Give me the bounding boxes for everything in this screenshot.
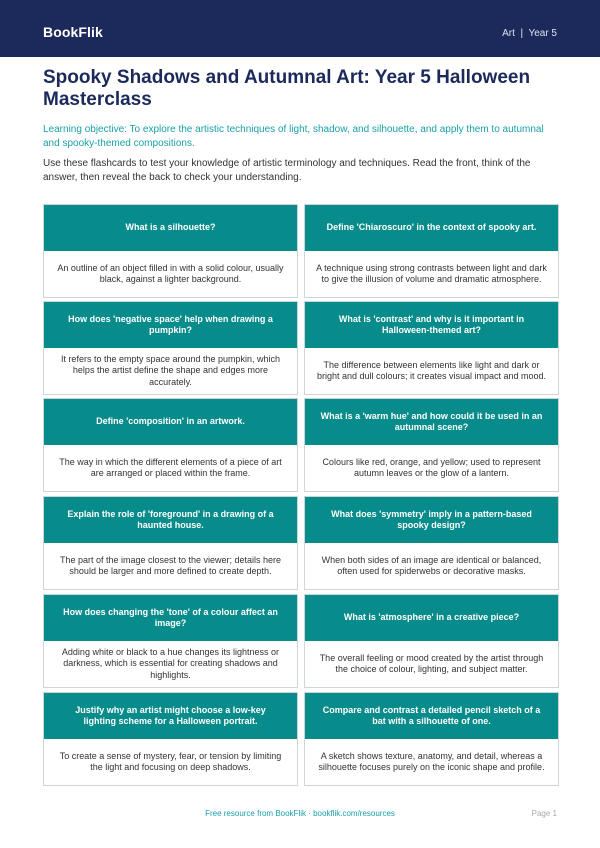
flashcard[interactable]	[43, 204, 298, 298]
flashcard[interactable]	[304, 594, 559, 688]
flashcard-back: Adding white or black to a hue changes its lightness or darkness, which is essential for creating shadows and highlights.	[61, 646, 280, 680]
flashcard-front: What is a 'warm hue' and how could it be used in an autumnal scene?	[305, 399, 558, 445]
flashcard-back: A sketch shows texture, anatomy, and detail, whereas a silhouette focuses purely on the iconic shape and profile.	[318, 750, 545, 772]
flashcard[interactable]	[43, 692, 298, 786]
flashcard-front: Define 'composition' in an artwork.	[44, 399, 297, 445]
footer-source[interactable]: Free resource from BookFlik · bookflik.com/resources	[205, 809, 395, 818]
flashcard[interactable]	[43, 594, 298, 688]
flashcard-front: What is 'atmosphere' in a creative piece?	[305, 595, 558, 641]
flashcard-back: The difference between elements like light and dark or bright and dull colours; it creates visual impact and mood.	[316, 359, 547, 381]
flashcard[interactable]	[304, 496, 559, 590]
flashcard-front: What is 'contrast' and why is it important in Halloween-themed art?	[305, 302, 558, 348]
flashcard-back: Colours like red, orange, and yellow; used to represent autumn leaves or the glow of a lantern.	[322, 456, 541, 478]
flashcard-front: Compare and contrast a detailed pencil sketch of a bat with a silhouette of one.	[305, 693, 558, 739]
flashcard-back: The way in which the different elements of a piece of art are arranged or placed within the frame.	[59, 456, 282, 478]
flashcard-back: To create a sense of mystery, fear, or tension by limiting the light and focusing on deep shadows.	[59, 750, 282, 772]
flashcard[interactable]	[43, 398, 298, 492]
flashcard-front: How does changing the 'tone' of a colour affect an image?	[44, 595, 297, 641]
flashcard-front: What is a silhouette?	[44, 205, 297, 251]
top-bar	[0, 0, 600, 57]
intro-text: Use these flashcards to test your knowledge of artistic terminology and techniques. Read the front, think of the answer, then reveal the back to check your understanding.	[43, 158, 531, 183]
flashcard-back: A technique using strong contrasts between light and dark to give the illusion of volume and dramatic atmosphere.	[316, 262, 547, 284]
flashcard-back: When both sides of an image are identical or balanced, often used for spiderwebs or decorative masks.	[321, 554, 542, 576]
flashcard-front: Define 'Chiaroscuro' in the context of spooky art.	[305, 205, 558, 251]
page-number: Page 1	[531, 809, 557, 818]
flashcard[interactable]	[43, 301, 298, 395]
flashcard-back: An outline of an object filled in with a solid colour, usually black, against a lighter background.	[57, 262, 284, 284]
flashcard-back: The part of the image closest to the viewer; details here should be larger and more defined to create depth.	[59, 554, 282, 576]
flashcard[interactable]	[304, 692, 559, 786]
flashcard[interactable]	[304, 204, 559, 298]
flashcard-front: Explain the role of 'foreground' in a drawing of a haunted house.	[44, 497, 297, 543]
flashcard-front: What does 'symmetry' imply in a pattern-based spooky design?	[305, 497, 558, 543]
flashcard-back: It refers to the empty space around the pumpkin, which helps the artist define the shape and edges more accurately.	[60, 353, 281, 387]
breadcrumb: Art | Year 5	[502, 28, 557, 39]
flashcard[interactable]	[304, 301, 559, 395]
flashcard-front: Justify why an artist might choose a low-key lighting scheme for a Halloween portrait.	[44, 693, 297, 739]
flashcard[interactable]	[304, 398, 559, 492]
brand-logo[interactable]: BookFlik	[43, 24, 103, 40]
page-title: Spooky Shadows and Autumnal Art: Year 5 Halloween Masterclass	[43, 67, 531, 110]
flashcard-front: How does 'negative space' help when drawing a pumpkin?	[44, 302, 297, 348]
learning-objective: Learning objective: To explore the artistic techniques of light, shadow, and silhouette, and apply them to autumnal and spooky-themed compositions.	[43, 124, 544, 149]
flashcard-back: The overall feeling or mood created by the artist through the choice of colour, lighting, and subject matter.	[319, 652, 544, 674]
flashcard[interactable]	[43, 496, 298, 590]
